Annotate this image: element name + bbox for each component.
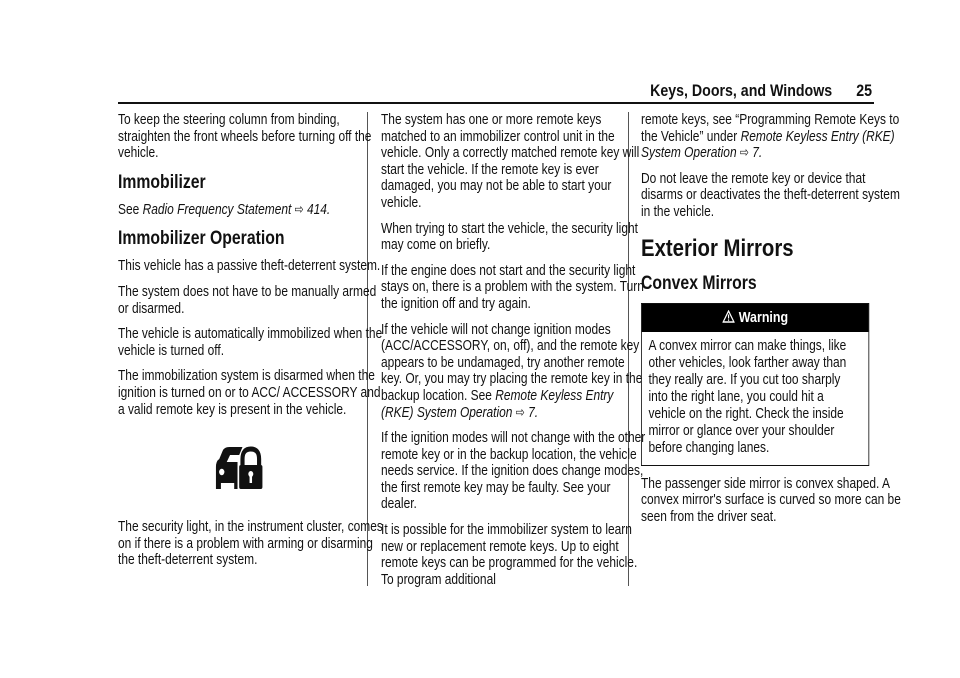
paragraph: If the ignition modes will not change with the other remote key or in the backup location, the vehicle needs service. If the ignition does change modes, the first remote key may be faulty. See your dealer. [381,430,646,513]
warning-header [642,304,869,332]
paragraph: This vehicle has a passive theft-deterrent system. [118,258,381,275]
paragraph: Do not leave the remote key or device that disarms or deactivates the theft-deterrent system in the vehicle. [641,170,900,220]
header-rule [118,102,874,104]
rke-operation-link[interactable]: Remote Keyless Entry (RKE) System Operation [381,387,614,421]
heading-convex-mirrors: Convex Mirrors [641,272,757,294]
page-header [650,82,872,101]
see-reference: See Radio Frequency Statement ⇨ 414. [118,201,331,218]
paragraph: It is possible for the immobilizer system to learn new or replacement remote keys. Up to eight remote keys can be programmed for the vehicle. To program additional [381,522,638,588]
page-ref-arrow-icon: ⇨ [515,404,525,421]
paragraph: The security light, in the instrument cluster, comes on if there is a problem with arming or disarming the theft-deterrent system. [118,519,383,569]
radio-frequency-link[interactable]: Radio Frequency Statement [142,201,292,218]
rke-operation-link[interactable]: Remote Keyless Entry (RKE) System Operation [641,128,895,162]
paragraph: When trying to start the vehicle, the security light may come on briefly. [381,220,638,254]
heading-immobilizer: Immobilizer [118,171,206,193]
warning-title: Warning [738,308,789,326]
paragraph: remote keys, see “Programming Remote Keys to the Vehicle” under Remote Keyless Entry (RKE) System Operation ⇨ 7. [641,112,900,162]
column-1 [118,112,405,578]
paragraph: The vehicle is automatically immobilized when the vehicle is turned off. [118,326,383,359]
column-2 [381,112,668,597]
intro-paragraph: To keep the steering column from binding, straighten the front wheels before turning off the vehicle. [118,112,372,162]
warning-triangle-icon [722,310,734,323]
section-title: Keys, Doors, and Windows [650,82,833,100]
heading-immobilizer-operation: Immobilizer Operation [118,228,285,250]
warning-text: A convex mirror can make things, like other vehicles, look farther away than they really are. If you cut too sharply into the right lane, you could hit a vehicle on the right. Check the inside mirror or glance over your shoulder before changing lanes. [648,337,847,456]
heading-exterior-mirrors: Exterior Mirrors [641,234,794,262]
car-with-padlock-icon [214,445,264,491]
column-3 [641,112,928,534]
page-ref-arrow-icon: ⇨ [294,201,304,218]
paragraph: If the vehicle will not change ignition modes (ACC/ACCESSORY, on, off), and the remote key appears to be undamaged, try another remote key. Or, you may try placing the remote key in the backup location. See Remote Keyless Entry (RKE) System Operation ⇨ 7. [381,321,643,421]
paragraph: The system does not have to be manually armed or disarmed. [118,283,377,317]
paragraph: If the engine does not start and the security light stays on, there is a problem with the system. Turn the ignition off and try again. [381,262,644,312]
warning-box [641,303,869,466]
paragraph: The passenger side mirror is convex shaped. A convex mirror's surface is curved so more can be seen from the driver seat. [641,475,901,525]
paragraph: The immobilization system is disarmed when the ignition is turned on or to ACC/ ACCESSORY and a valid remote key is present in the vehicle. [118,368,381,418]
paragraph: The system has one or more remote keys matched to an immobilizer control unit in the vehicle. Only a correctly matched remote key will start the vehicle. If the remote key is ever damaged, you may not be able to start your vehicle. [381,112,640,211]
page-number: 25 [856,82,872,100]
security-light-figure [118,427,384,519]
page-ref-arrow-icon: ⇨ [739,145,749,162]
